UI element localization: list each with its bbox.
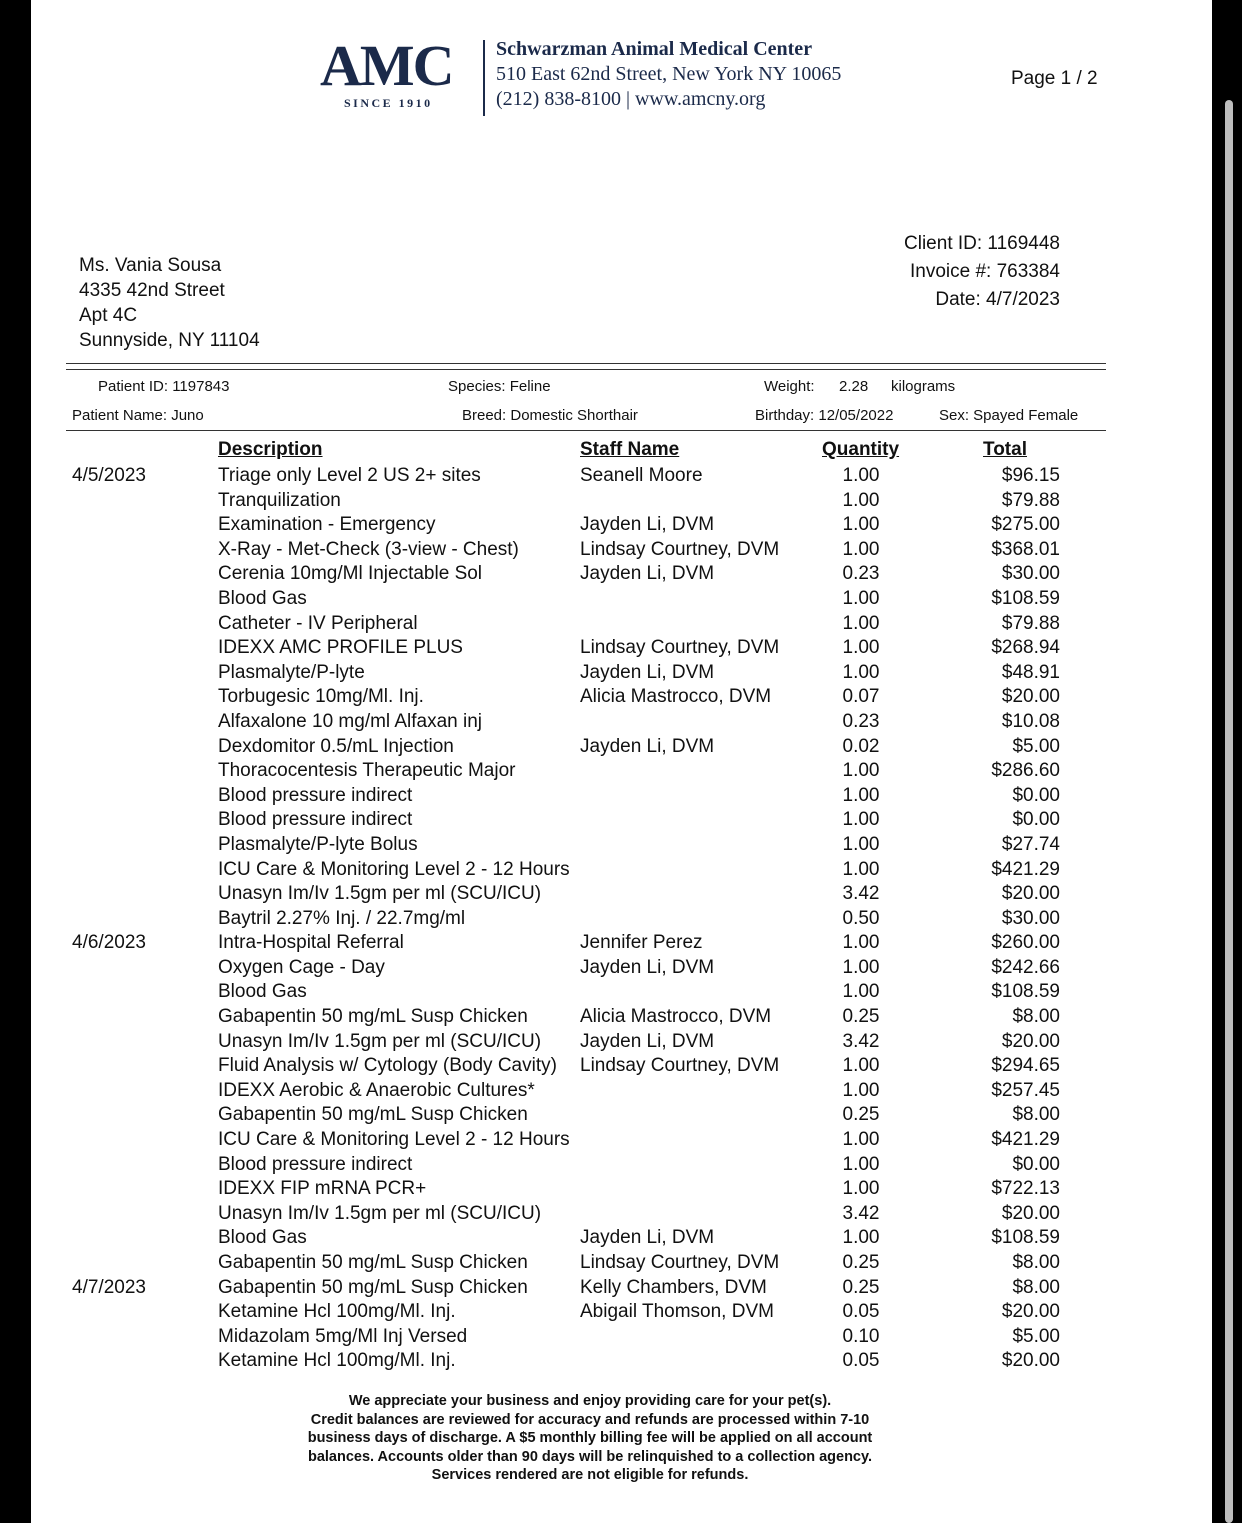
row-description: Blood pressure indirect: [218, 784, 413, 806]
row-total: $20.00: [1001, 1030, 1060, 1052]
row-total: $294.65: [991, 1055, 1060, 1077]
row-quantity: 1.00: [842, 1178, 880, 1200]
patient-species: Species: Feline: [448, 378, 551, 395]
row-description: Blood Gas: [218, 587, 307, 609]
patient-id: Patient ID: 1197843: [98, 378, 230, 395]
row-total: $286.60: [991, 760, 1060, 782]
row-quantity: 1.00: [842, 833, 880, 855]
row-description: ICU Care & Monitoring Level 2 - 12 Hours: [218, 858, 570, 880]
line-items: [0, 464, 1242, 1374]
table-row: [0, 858, 1242, 883]
row-total: $27.74: [1001, 833, 1060, 855]
table-row: [0, 1030, 1242, 1055]
table-row: [0, 808, 1242, 833]
table-row: [0, 562, 1242, 587]
row-total: $8.00: [1012, 1104, 1060, 1126]
table-row: [0, 1300, 1242, 1325]
row-quantity: 1.00: [842, 932, 880, 954]
row-description: Plasmalyte/P-lyte: [218, 661, 365, 683]
row-staff: Kelly Chambers, DVM: [580, 1276, 767, 1298]
row-total: $79.88: [1001, 612, 1060, 634]
row-total: $260.00: [991, 932, 1060, 954]
row-total: $48.91: [1001, 661, 1060, 683]
row-description: Gabapentin 50 mg/mL Susp Chicken: [218, 1006, 528, 1028]
patient-sex: Sex: Spayed Female: [939, 407, 1079, 424]
row-description: IDEXX Aerobic & Anaerobic Cultures*: [218, 1079, 535, 1101]
row-total: $421.29: [991, 1129, 1060, 1151]
row-quantity: 1.00: [842, 1227, 880, 1249]
row-staff: Jayden Li, DVM: [580, 1227, 715, 1249]
footer-line: balances. Accounts older than 90 days will be relinquished to a collection agency.: [307, 1448, 873, 1465]
row-description: Unasyn Im/Iv 1.5gm per ml (SCU/ICU): [218, 1030, 542, 1052]
table-row: [0, 735, 1242, 760]
hospital-name: Schwarzman Animal Medical Center: [496, 38, 813, 60]
footer-line: business days of discharge. A $5 monthly billing fee will be applied on all account: [307, 1430, 873, 1446]
row-total: $0.00: [1012, 784, 1060, 806]
row-quantity: 0.23: [842, 710, 880, 732]
table-row: [0, 1005, 1242, 1030]
row-quantity: 0.25: [842, 1104, 880, 1126]
row-date: 4/5/2023: [72, 465, 146, 486]
divider: [66, 430, 1106, 431]
table-row: [0, 759, 1242, 784]
row-quantity: 0.50: [842, 907, 880, 929]
row-description: Gabapentin 50 mg/mL Susp Chicken: [218, 1104, 528, 1126]
row-total: $8.00: [1012, 1252, 1060, 1273]
row-description: Oxygen Cage - Day: [218, 956, 385, 978]
patient-breed: Breed: Domestic Shorthair: [462, 407, 638, 424]
row-total: $108.59: [991, 587, 1060, 609]
row-staff: Jayden Li, DVM: [580, 1030, 715, 1052]
row-total: $8.00: [1012, 1006, 1060, 1028]
row-quantity: 1.00: [842, 637, 880, 659]
table-row: [0, 636, 1242, 661]
row-total: $5.00: [1012, 1325, 1060, 1347]
client-name: Ms. Vania Sousa: [79, 255, 222, 276]
patient-weight-label: Weight:: [764, 378, 815, 395]
row-description: Dexdomitor 0.5/mL Injection: [218, 735, 454, 757]
row-quantity: 1.00: [842, 538, 880, 560]
row-total: $722.13: [991, 1178, 1060, 1200]
row-total: $257.45: [991, 1079, 1060, 1101]
table-row: [0, 587, 1242, 612]
table-row: [0, 489, 1242, 514]
row-quantity: 1.00: [842, 809, 880, 831]
row-total: $0.00: [1012, 809, 1060, 831]
footer-note: [240, 1392, 940, 1485]
row-staff: Lindsay Courtney, DVM: [580, 637, 780, 659]
row-quantity: 1.00: [842, 612, 880, 634]
table-row: [0, 538, 1242, 563]
row-total: $108.59: [991, 981, 1060, 1003]
table-row: [0, 907, 1242, 932]
client-address: [79, 253, 260, 353]
row-total: $20.00: [1001, 686, 1060, 708]
row-quantity: 1.00: [842, 661, 880, 683]
row-quantity: 1.00: [842, 514, 880, 536]
row-staff: Jayden Li, DVM: [580, 735, 715, 757]
row-total: $79.88: [1001, 489, 1060, 511]
header-total: Total: [983, 439, 1027, 460]
patient-name: Patient Name: Juno: [72, 407, 204, 424]
row-quantity: 1.00: [842, 760, 880, 782]
row-quantity: 3.42: [842, 1030, 880, 1052]
row-quantity: 1.00: [842, 489, 880, 511]
row-description: IDEXX FIP mRNA PCR+: [218, 1178, 427, 1200]
row-description: Intra-Hospital Referral: [218, 932, 404, 954]
row-staff: Abigail Thomson, DVM: [580, 1301, 774, 1323]
row-total: $20.00: [1001, 1301, 1060, 1323]
row-description: Unasyn Im/Iv 1.5gm per ml (SCU/ICU): [218, 883, 542, 905]
row-total: $368.01: [991, 538, 1060, 560]
table-row: [0, 710, 1242, 735]
row-total: $20.00: [1001, 1202, 1060, 1224]
row-total: $20.00: [1001, 883, 1060, 905]
row-total: $10.08: [1001, 710, 1060, 732]
row-total: $268.94: [991, 637, 1060, 659]
row-quantity: 1.00: [842, 465, 880, 486]
hospital-contact: (212) 838-8100 | www.amcny.org: [496, 88, 766, 110]
row-total: $0.00: [1012, 1153, 1060, 1175]
row-description: Cerenia 10mg/Ml Injectable Sol: [218, 563, 483, 585]
row-description: Triage only Level 2 US 2+ sites: [218, 465, 481, 486]
row-quantity: 0.10: [842, 1325, 880, 1347]
row-quantity: 3.42: [842, 1202, 880, 1224]
row-quantity: 1.00: [842, 784, 880, 806]
row-description: Torbugesic 10mg/Ml. Inj.: [218, 686, 424, 708]
table-row: [0, 464, 1242, 489]
row-description: Ketamine Hcl 100mg/Ml. Inj.: [218, 1301, 456, 1323]
client-id: Client ID: 1169448: [904, 233, 1060, 254]
table-row: [0, 661, 1242, 686]
table-row: [0, 956, 1242, 981]
row-total: $5.00: [1012, 735, 1060, 757]
patient-birthday: Birthday: 12/05/2022: [755, 407, 894, 424]
row-staff: Jennifer Perez: [580, 932, 703, 954]
page-number: Page 1 / 2: [1011, 68, 1098, 89]
table-row: [0, 1202, 1242, 1227]
row-total: $8.00: [1012, 1276, 1060, 1298]
footer-line: We appreciate your business and enjoy providing care for your pet(s).: [348, 1393, 832, 1409]
client-apt: Apt 4C: [79, 305, 138, 326]
patient-weight-unit: kilograms: [891, 378, 956, 395]
row-description: Blood pressure indirect: [218, 1153, 413, 1175]
row-description: Gabapentin 50 mg/mL Susp Chicken: [218, 1252, 528, 1273]
patient-weight-value: 2.28: [839, 378, 869, 395]
table-row: [0, 1128, 1242, 1153]
header-staff: Staff Name: [580, 439, 680, 460]
table-row: [0, 1251, 1242, 1276]
row-staff: Seanell Moore: [580, 465, 703, 486]
row-total: $421.29: [991, 858, 1060, 880]
row-description: Examination - Emergency: [218, 514, 436, 536]
row-description: Baytril 2.27% Inj. / 22.7mg/ml: [218, 907, 466, 929]
row-staff: Alicia Mastrocco, DVM: [580, 686, 772, 708]
row-description: Tranquilization: [218, 489, 341, 511]
table-row: [0, 1103, 1242, 1128]
row-quantity: 0.05: [842, 1301, 880, 1323]
row-description: Blood Gas: [218, 981, 307, 1003]
row-staff: Alicia Mastrocco, DVM: [580, 1006, 772, 1028]
table-row: [0, 1153, 1242, 1178]
invoice-number: Invoice #: 763384: [909, 261, 1060, 282]
header-description: Description: [218, 439, 323, 460]
table-row: [0, 1349, 1242, 1374]
row-description: Ketamine Hcl 100mg/Ml. Inj.: [218, 1350, 456, 1372]
table-row: [0, 1325, 1242, 1350]
table-row: [0, 980, 1242, 1005]
row-total: $108.59: [991, 1227, 1060, 1249]
table-row: [0, 1079, 1242, 1104]
invoice-date: Date: 4/7/2023: [935, 289, 1060, 310]
header-quantity: Quantity: [822, 439, 900, 460]
row-date: 4/7/2023: [72, 1276, 146, 1298]
row-quantity: 1.00: [842, 1129, 880, 1151]
table-row: [0, 882, 1242, 907]
row-total: $275.00: [991, 514, 1060, 536]
row-staff: Jayden Li, DVM: [580, 956, 715, 978]
row-description: Catheter - IV Peripheral: [218, 612, 418, 634]
row-description: Gabapentin 50 mg/mL Susp Chicken: [218, 1276, 528, 1298]
row-description: IDEXX AMC PROFILE PLUS: [218, 637, 463, 659]
row-quantity: 0.25: [842, 1252, 880, 1273]
row-description: Plasmalyte/P-lyte Bolus: [218, 833, 418, 855]
row-total: $242.66: [991, 956, 1060, 978]
row-staff: Lindsay Courtney, DVM: [580, 1055, 780, 1077]
logo-since: SINCE 1910: [344, 96, 433, 110]
row-staff: Lindsay Courtney, DVM: [580, 1252, 780, 1273]
row-quantity: 1.00: [842, 956, 880, 978]
row-description: Midazolam 5mg/Ml Inj Versed: [218, 1325, 468, 1347]
row-date: 4/6/2023: [72, 932, 146, 954]
table-row: [0, 1054, 1242, 1079]
row-description: X-Ray - Met-Check (3-view - Chest): [218, 538, 519, 560]
client-city: Sunnyside, NY 11104: [79, 330, 260, 351]
row-description: Alfaxalone 10 mg/ml Alfaxan inj: [218, 710, 483, 732]
table-row: [0, 1226, 1242, 1251]
row-quantity: 0.25: [842, 1276, 880, 1298]
row-quantity: 0.07: [842, 686, 880, 708]
row-quantity: 1.00: [842, 1055, 880, 1077]
divider: [66, 369, 1106, 370]
table-row: [0, 1177, 1242, 1202]
row-total: $30.00: [1001, 907, 1060, 929]
table-row: [0, 931, 1242, 956]
divider: [66, 363, 1106, 364]
row-total: $30.00: [1001, 563, 1060, 585]
row-quantity: 1.00: [842, 1079, 880, 1101]
row-staff: Jayden Li, DVM: [580, 563, 715, 585]
row-description: Blood pressure indirect: [218, 809, 413, 831]
amc-logo: AMC: [320, 33, 453, 98]
table-row: [0, 612, 1242, 637]
row-description: Fluid Analysis w/ Cytology (Body Cavity): [218, 1055, 557, 1077]
row-staff: Lindsay Courtney, DVM: [580, 538, 780, 560]
footer-line: Credit balances are reviewed for accuracy and refunds are processed within 7-10: [310, 1411, 870, 1428]
hospital-address: 510 East 62nd Street, New York NY 10065: [496, 63, 842, 85]
row-quantity: 3.42: [842, 883, 880, 905]
row-quantity: 1.00: [842, 981, 880, 1003]
row-quantity: 0.23: [842, 563, 880, 585]
client-street: 4335 42nd Street: [79, 280, 225, 301]
header-divider: [483, 40, 485, 116]
row-staff: Jayden Li, DVM: [580, 661, 715, 683]
table-row: [0, 833, 1242, 858]
row-description: ICU Care & Monitoring Level 2 - 12 Hours: [218, 1129, 570, 1151]
row-total: $96.15: [1001, 465, 1060, 486]
table-row: [0, 513, 1242, 538]
row-quantity: 0.25: [842, 1006, 880, 1028]
row-quantity: 1.00: [842, 587, 880, 609]
row-quantity: 1.00: [842, 858, 880, 880]
footer-line: Services rendered are not eligible for refunds.: [431, 1467, 749, 1483]
row-staff: Jayden Li, DVM: [580, 514, 715, 536]
row-description: Thoracocentesis Therapeutic Major: [218, 760, 516, 782]
row-description: Blood Gas: [218, 1227, 307, 1249]
invoice-meta: [904, 230, 1060, 314]
table-row: [0, 685, 1242, 710]
row-total: $20.00: [1001, 1350, 1060, 1372]
row-description: Unasyn Im/Iv 1.5gm per ml (SCU/ICU): [218, 1202, 542, 1224]
table-row: [0, 1276, 1242, 1301]
row-quantity: 0.05: [842, 1350, 880, 1372]
row-quantity: 1.00: [842, 1153, 880, 1175]
row-quantity: 0.02: [842, 735, 880, 757]
table-row: [0, 784, 1242, 809]
